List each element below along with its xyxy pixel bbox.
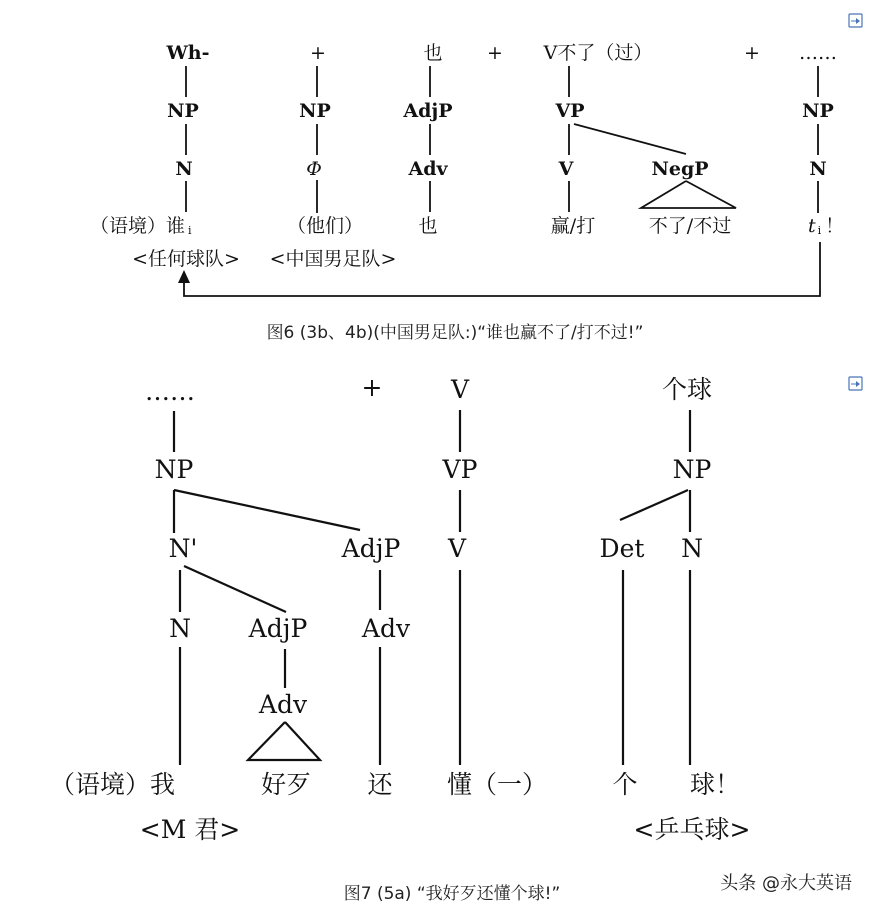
plus-sign: + — [310, 42, 326, 64]
adv-triangle — [248, 722, 320, 760]
plus-sign: + — [744, 42, 760, 64]
gloss-m-jun: <M 君> — [139, 815, 241, 844]
word-tamen: （他们） — [286, 215, 364, 237]
node-v: V — [447, 534, 467, 563]
plus-sign: + — [361, 373, 383, 402]
node-ge-qiu: 个球 — [661, 375, 713, 404]
node-adjp: AdjP — [341, 534, 401, 563]
ellipsis: …… — [145, 377, 195, 406]
node-wh: Wh- — [166, 42, 210, 64]
word-wo: （语境）我 — [50, 770, 176, 799]
figure-7-tree — [50, 373, 750, 904]
node-null: Φ — [306, 158, 322, 180]
node-np: NP — [154, 455, 194, 484]
node-adv: Adv — [361, 614, 411, 643]
node-adjp: AdjP — [248, 614, 308, 643]
node-adjp: AdjP — [403, 100, 453, 122]
plus-sign: + — [487, 42, 503, 64]
word-hai: 还 — [367, 770, 393, 799]
trace-ti: ti ！ — [808, 215, 845, 237]
word-shei: （语境）谁 i — [90, 215, 192, 237]
node-n: N — [681, 534, 703, 563]
node-np: NP — [672, 455, 712, 484]
expand-icon[interactable] — [849, 377, 862, 390]
expand-icon[interactable] — [849, 14, 862, 27]
node-v: V — [450, 375, 470, 404]
node-n: N — [175, 158, 193, 180]
node-vp: VP — [442, 455, 478, 484]
node-np: NP — [802, 100, 834, 122]
node-np: NP — [299, 100, 331, 122]
node-vp: VP — [555, 100, 585, 122]
node-np: NP — [167, 100, 199, 122]
node-ye: 也 — [423, 42, 443, 64]
word-ying-da: 赢/打 — [550, 215, 596, 237]
watermark-text: 头条 @永大英语 — [720, 873, 852, 894]
figure-6-tree — [90, 42, 844, 343]
node-n: N — [809, 158, 827, 180]
word-buliao-buguo: 不了/不过 — [648, 215, 732, 237]
node-n-bar: N' — [168, 534, 198, 563]
node-negp: NegP — [651, 158, 709, 180]
negp-triangle — [641, 181, 736, 208]
gloss-china-team: <中国男足队> — [269, 248, 397, 270]
gloss-pingpong: <乒乓球> — [633, 815, 751, 844]
word-haodai: 好歹 — [260, 770, 312, 799]
word-qiu: 球！ — [689, 770, 741, 799]
word-ye: 也 — [418, 215, 438, 237]
node-v-buliao: V不了（过） — [543, 42, 653, 64]
word-ge: 个 — [612, 770, 638, 799]
tree-lines — [186, 66, 818, 213]
word-dong-yi: 懂（一） — [446, 770, 548, 799]
node-adv: Adv — [258, 690, 308, 719]
figure-7-caption: 图7 (5a) “我好歹还懂个球!” — [343, 884, 561, 904]
ellipsis: …… — [799, 42, 837, 64]
node-det: Det — [599, 534, 645, 563]
gloss-any-team: <任何球队> — [132, 248, 240, 270]
figure-6-caption: 图6 (3b、4b)(中国男足队:)“谁也赢不了/打不过!” — [266, 323, 644, 343]
node-n: N — [169, 614, 191, 643]
node-adv: Adv — [408, 158, 448, 180]
tree-lines — [174, 410, 690, 765]
node-v: V — [558, 158, 574, 180]
